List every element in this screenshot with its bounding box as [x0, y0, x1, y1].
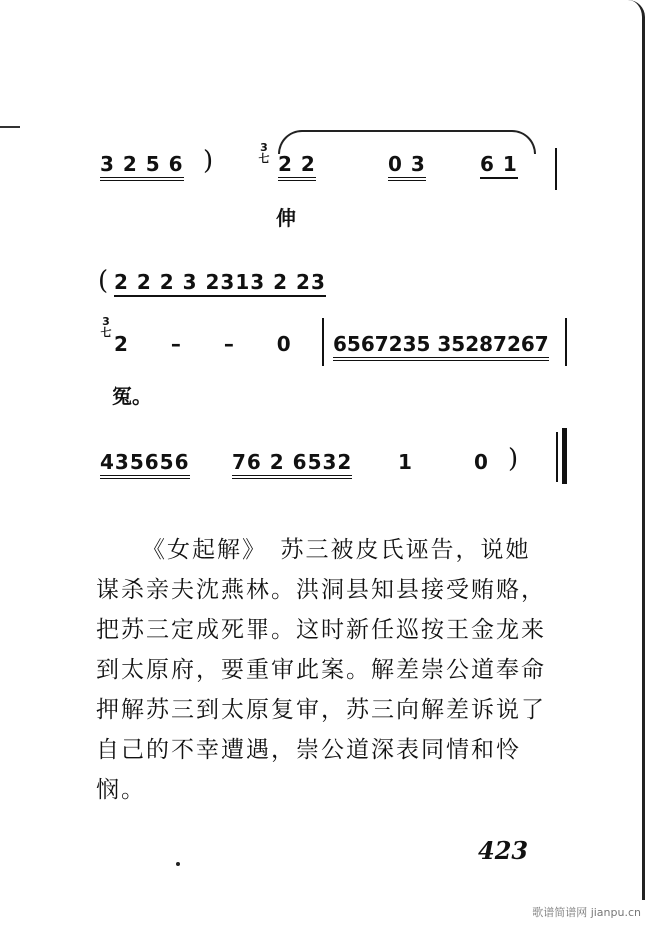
score-line4-notes-d: 0	[474, 450, 489, 474]
score-line1-notes-a: 2 2	[278, 152, 316, 181]
score-line2-notes: 2 2 2 3 2313 2 23	[114, 270, 326, 297]
synopsis-line: 《女起解》 苏三被皮氏诬告，说她	[142, 537, 531, 563]
score-line4-final-bar-thick	[562, 428, 567, 484]
score-line2-open-paren: (	[98, 266, 109, 296]
synopsis-line: 悯。	[96, 777, 146, 803]
score-line3-run: 6567235 35287267	[333, 332, 549, 361]
score-line3-barline-left	[322, 318, 324, 366]
watermark: 歌谱简谱网 jianpu.cn	[532, 906, 641, 919]
score-line4-notes-c: 1	[398, 450, 413, 474]
score-line3-grace: 3 七	[100, 315, 112, 339]
score-line4-close-paren: )	[508, 444, 519, 474]
synopsis-text	[96, 530, 586, 810]
score-line1-lyric: 伸	[276, 206, 296, 230]
score-line1-slur	[278, 130, 536, 154]
stray-dot	[176, 862, 180, 866]
score-line1-notes-b: 0 3	[388, 152, 426, 181]
margin-mark	[0, 126, 20, 128]
score-line3-lyric: 冤。	[112, 384, 152, 408]
synopsis-line: 到太原府，要重审此案。解差崇公道奉命	[96, 657, 546, 683]
score-line1-notes-c: 6 1	[480, 152, 518, 179]
score-line3-barline-right	[565, 318, 567, 366]
score-line1-barline	[555, 148, 557, 190]
page-number: 423	[478, 836, 529, 865]
score-line1-intro: 3 2 5 6	[100, 152, 184, 181]
synopsis-line: 押解苏三到太原复审，苏三向解差诉说了	[96, 697, 546, 723]
score-line4-notes-b: 76 2 6532	[232, 450, 352, 479]
score-line4-notes-a: 435656	[100, 450, 190, 479]
page-edge	[628, 0, 645, 900]
score-line1-grace: 3 七	[258, 141, 270, 165]
score-line3-notes: 2 – – 0	[114, 332, 292, 356]
score-line4-final-bar-thin	[556, 432, 558, 482]
synopsis-line: 谋杀亲夫沈燕林。洪洞县知县接受贿赂，	[96, 577, 546, 603]
score-line1-close-paren: )	[203, 146, 214, 176]
synopsis-line: 自己的不幸遭遇，崇公道深表同情和怜	[96, 737, 521, 763]
synopsis-line: 把苏三定成死罪。这时新任巡按王金龙来	[96, 617, 546, 643]
